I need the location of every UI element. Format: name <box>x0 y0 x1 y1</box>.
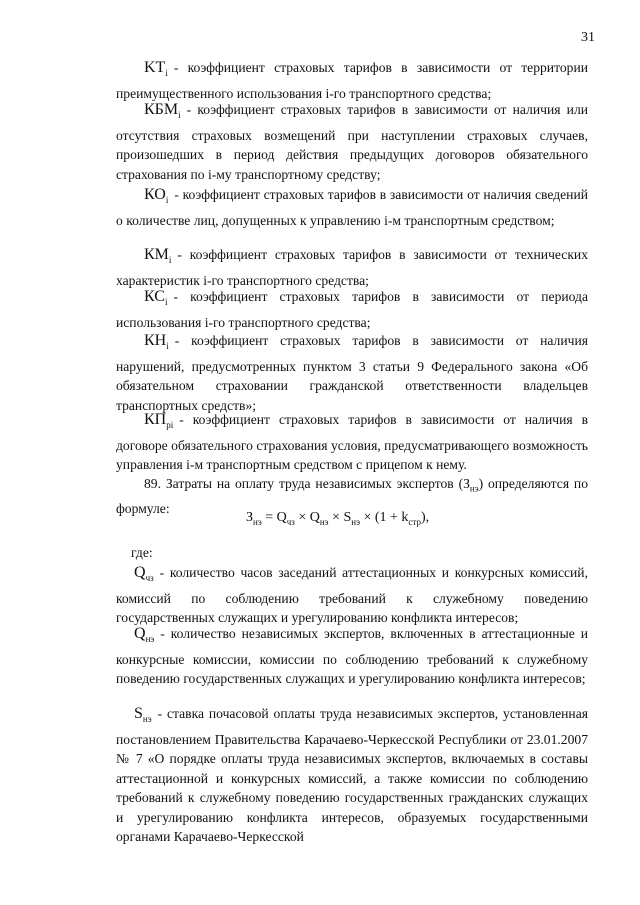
section-89-intro: 89. Затраты на оплату труда независимых экспертов $(З_{нэ})$ определяются по формуле: <box>116 476 588 517</box>
symbol-zne: $З_{нэ}$ <box>463 476 479 494</box>
variable-qchz: $Q_{чз}$ - количество часов заседаний аттестационных и конкурсных комиссий, комиссий по соблюдению требований к служебному поведению государственных служащих и урегулированию конфликта интересов; <box>116 564 588 626</box>
symbol-km: $КМ_i$ <box>144 246 172 266</box>
symbol-ko: $КО_i$ <box>144 186 169 206</box>
definition-kbm: $КБМ_i$ - коэффициент страховых тарифов в зависимости от наличия или отсутствия страховых возмещений при наступлении страховых случаев, произошедших в период действия предыдущих договоров обязательного страхования по i-му транспортному средству; <box>116 101 588 182</box>
symbol-kp: $КП_{pi}$ <box>144 411 174 431</box>
variable-sne: $S_{нэ}$ - ставка почасовой оплаты труда независимых экспертов, установленная постановлением Правительства Карачаево-Черкесской Республики от 23.01.2007 № 7 «О порядке оплаты труда независимых экспертов, включаемых в составы аттестационной и конкурсных комиссий, а также комиссии по соблюдению требований к служебному поведению государственных гражданских служащих и урегулированию конфликта интересов, образуемых государственными органами Карачаево-Черкесской <box>116 705 588 845</box>
symbol-kbm: $КБМ_i$ <box>144 101 181 121</box>
definition-kc: $КС_i$ - коэффициент страховых тарифов в зависимости от периода использования i-го транспортного средства; <box>116 288 588 330</box>
symbol-kn: $КН_i$ <box>144 332 169 352</box>
symbol-sne: $S_{нэ}$ <box>134 705 152 725</box>
where-label: где: <box>131 545 153 560</box>
definition-kp: $КП_{pi}$ - коэффициент страховых тарифов в зависимости от наличия в договоре обязательного страхования условия, предусматривающего возможность управления i-м транспортным средством с прицепом к нему. <box>116 411 588 473</box>
formula: $З_{нэ} = Q_{чз} \times Q_{нэ} \times S_{нэ} \times (1 + k_{стр})$, <box>246 510 430 527</box>
definition-kt: $KT_i$ - коэффициент страховых тарифов в зависимости от территории преимущественного использования i-го транспортного средства; <box>116 59 588 101</box>
symbol-kt: $KT_i$ <box>144 59 168 79</box>
definition-kn: $КН_i$ - коэффициент страховых тарифов в зависимости от наличия нарушений, предусмотренных пунктом 3 статьи 9 Федерального закона «Об обязательном страховании гражданской ответственности владельцев транспортных средств»; <box>116 332 588 413</box>
symbol-qchz: $Q_{чз}$ <box>134 564 154 584</box>
variable-qne: $Q_{нэ}$ - количество независимых экспертов, включенных в аттестационные и конкурсные комиссии, комиссии по соблюдению требований к служебному поведению государственных служащих и урегулированию конфликта интересов; <box>116 625 588 687</box>
symbol-qne: $Q_{нэ}$ <box>134 625 155 645</box>
page-number: 31 <box>581 30 595 45</box>
definition-km: $КМ_i$ - коэффициент страховых тарифов в зависимости от технических характеристик i-го транспортного средства; <box>116 246 588 288</box>
symbol-kc: $КС_i$ <box>144 288 168 308</box>
definition-ko: $КО_i$ - коэффициент страховых тарифов в зависимости от наличия сведений о количестве лиц, допущенных к управлению i-м транспортным средством; <box>116 186 588 228</box>
